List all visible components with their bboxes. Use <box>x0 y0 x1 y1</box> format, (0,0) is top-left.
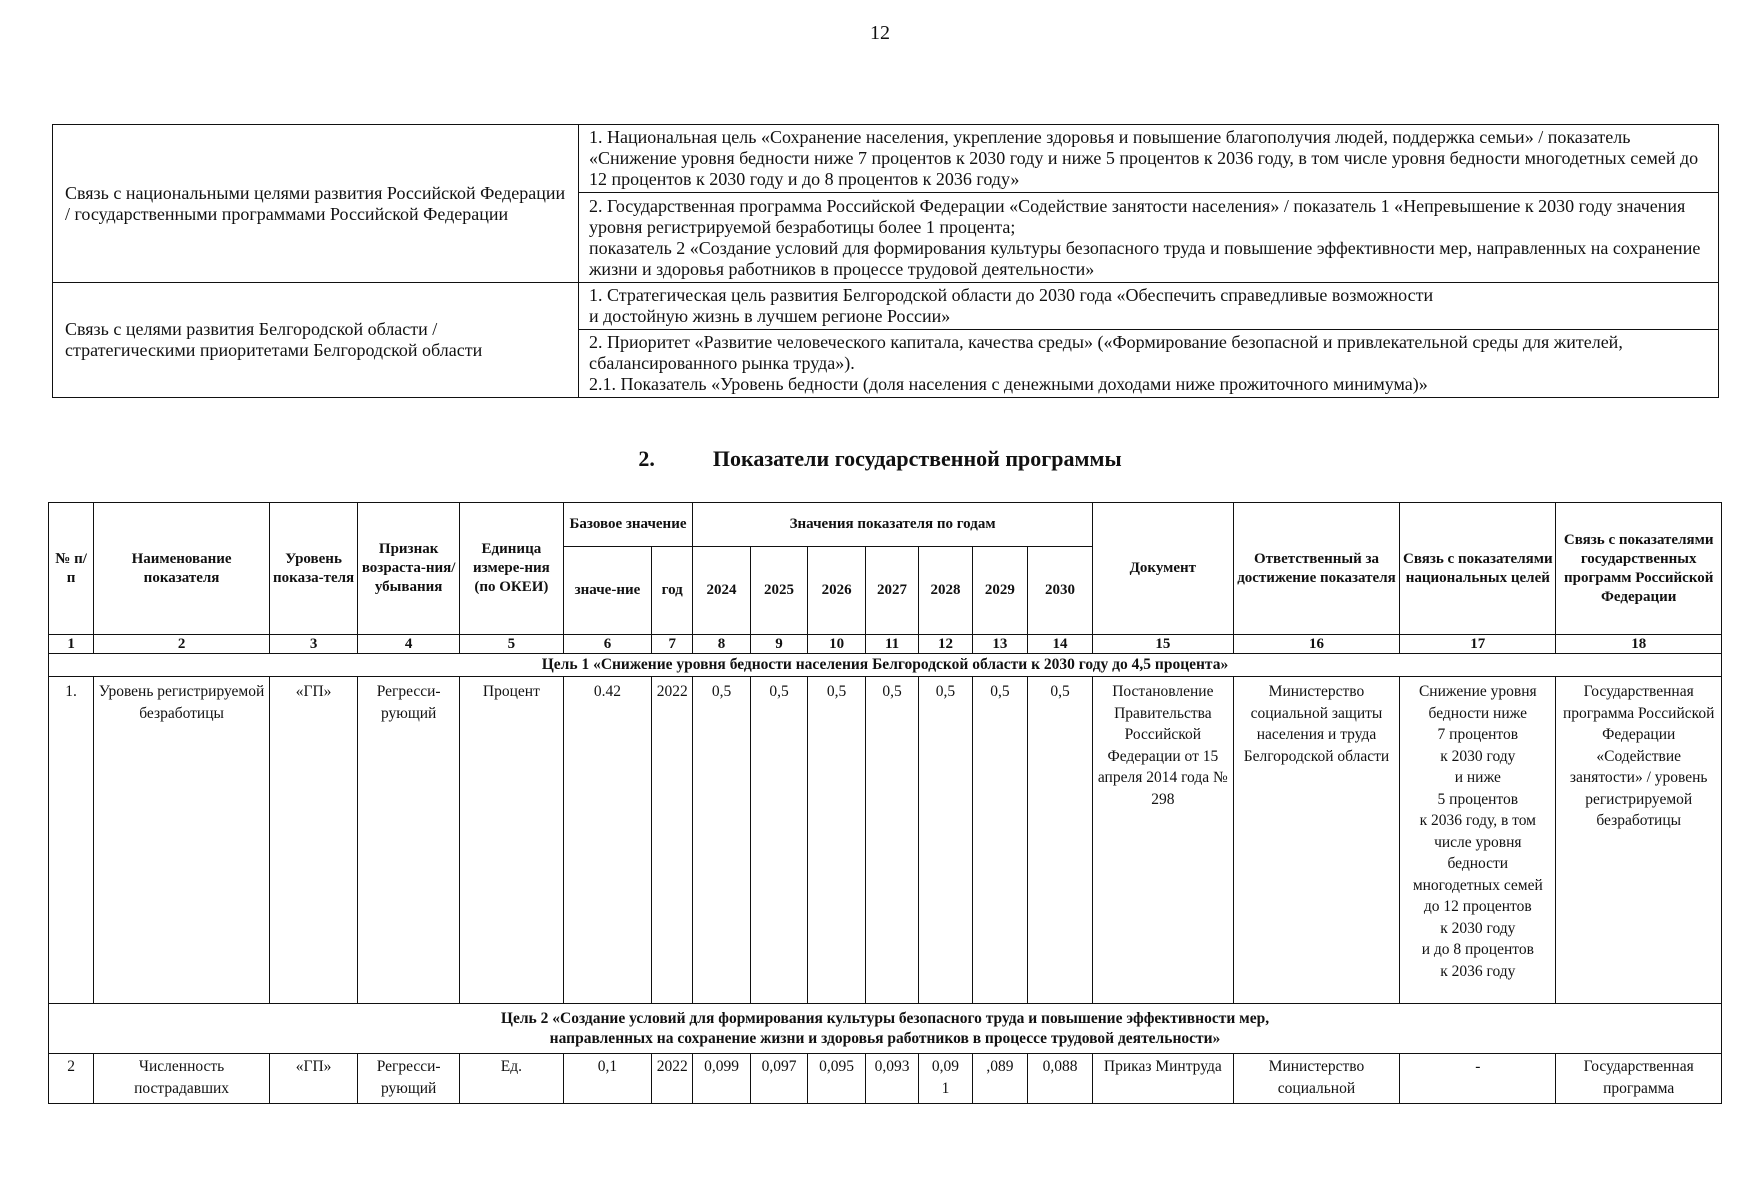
regional-priority-item: 2. Приоритет «Развитие человеческого капитала, качества среды» («Формирование безопасной и привлекательной среды для жителей, сбалансированного рынка труда»). 2.1. Показатель «Уровень бедности (доля населения с денежными доходами ниже прожиточного минимума)» <box>579 330 1719 398</box>
column-number: 11 <box>865 635 918 654</box>
column-number: 1 <box>49 635 94 654</box>
row2-value-2026: 0,095 <box>808 1054 866 1104</box>
header-national-link: Связь с показателями национальных целей <box>1400 503 1556 635</box>
row1-num: 1. <box>49 677 94 1004</box>
header-by-years: Значения показателя по годам <box>693 503 1093 547</box>
row1-trend: Регресси-рующий <box>358 677 460 1004</box>
column-number: 9 <box>750 635 808 654</box>
row1-unit: Процент <box>460 677 564 1004</box>
header-num: № п/п <box>49 503 94 635</box>
row1-value-2024: 0,5 <box>693 677 751 1004</box>
column-number: 7 <box>652 635 693 654</box>
header-year-2028: 2028 <box>919 547 972 635</box>
row1-value-2025: 0,5 <box>750 677 808 1004</box>
national-goal-item: 1. Национальная цель «Сохранение населения, укрепление здоровья и повышение благополучия людей, поддержка семьи» / показатель «Снижение уровня бедности ниже 7 процентов к 2030 году и ниже 5 процентов к 2036 году, в том числе уровня бедности многодетных семей до 12 процентов к 2030 году и до 8 процентов к 2036 году» <box>579 125 1719 193</box>
row1-value-2027: 0,5 <box>865 677 918 1004</box>
regional-goal-item: 1. Стратегическая цель развития Белгородской области до 2030 года «Обеспечить справедливые возможности и достойную жизнь в лучшем регионе России» <box>579 283 1719 330</box>
column-number: 6 <box>563 635 651 654</box>
column-number: 10 <box>808 635 866 654</box>
column-number: 16 <box>1233 635 1399 654</box>
row2-base-value: 0,1 <box>563 1054 651 1104</box>
row2-value-2027: 0,093 <box>865 1054 918 1104</box>
header-year-2024: 2024 <box>693 547 751 635</box>
row1-value-2030: 0,5 <box>1028 677 1093 1004</box>
header-year-2029: 2029 <box>972 547 1027 635</box>
row2-level: «ГП» <box>269 1054 357 1104</box>
header-trend: Признак возраста-ния/ убывания <box>358 503 460 635</box>
section-number: 2. <box>638 446 655 471</box>
state-program-item: 2. Государственная программа Российской Федерации «Содействие занятости населения» / показатель 1 «Непревышение к 2030 году значения уровня регистрируемой безработицы более 1 процента; показатель 2 «Создание условий для формирования культуры безопасного труда и повышение эффективности мер, направленных на сохранение жизни и здоровья работников в процессе трудовой деятельности» <box>579 193 1719 283</box>
column-number: 13 <box>972 635 1027 654</box>
header-base-value: значе-ние <box>563 547 651 635</box>
row1-value-2029: 0,5 <box>972 677 1027 1004</box>
column-number: 18 <box>1556 635 1722 654</box>
page-number: 12 <box>870 22 890 44</box>
row2-trend: Регресси-рующий <box>358 1054 460 1104</box>
row1-value-2026: 0,5 <box>808 677 866 1004</box>
column-number: 17 <box>1400 635 1556 654</box>
row2-responsible: Министерство социальной <box>1233 1054 1399 1104</box>
row1-value-2028: 0,5 <box>919 677 972 1004</box>
row2-num: 2 <box>49 1054 94 1104</box>
row2-name: Численность пострадавших <box>94 1054 270 1104</box>
row1-base-value: 0.42 <box>563 677 651 1004</box>
goal-2-row: Цель 2 «Создание условий для формирования культуры безопасного труда и повышение эффективности мер, направленных на сохранение жизни и здоровья работников в процессе трудовой деятельности» <box>49 1004 1722 1054</box>
section-heading <box>0 446 1760 472</box>
goal-1-row: Цель 1 «Снижение уровня бедности населения Белгородской области к 2030 году до 4,5 процента» <box>49 654 1722 677</box>
column-number: 15 <box>1092 635 1233 654</box>
row2-base-year: 2022 <box>652 1054 693 1104</box>
header-name: Наименование показателя <box>94 503 270 635</box>
header-year-2026: 2026 <box>808 547 866 635</box>
header-responsible: Ответственный за достижение показателя <box>1233 503 1399 635</box>
column-number: 8 <box>693 635 751 654</box>
row2-unit: Ед. <box>460 1054 564 1104</box>
row1-program-link: Государственная программа Российской Федерации «Содействие занятости» / уровень регистрируемой безработицы <box>1556 677 1722 1004</box>
row1-level: «ГП» <box>269 677 357 1004</box>
header-year-2030: 2030 <box>1028 547 1093 635</box>
header-document: Документ <box>1092 503 1233 635</box>
column-number: 2 <box>94 635 270 654</box>
column-number: 5 <box>460 635 564 654</box>
row2-value-2030: 0,088 <box>1028 1054 1093 1104</box>
row2-document: Приказ Минтруда <box>1092 1054 1233 1104</box>
header-program-link: Связь с показателями государственных программ Российской Федерации <box>1556 503 1722 635</box>
header-year-2027: 2027 <box>865 547 918 635</box>
column-number: 3 <box>269 635 357 654</box>
regional-goals-label: Связь с целями развития Белгородской области / стратегическими приоритетами Белгородской области <box>53 283 579 398</box>
header-level: Уровень показа-теля <box>269 503 357 635</box>
header-unit: Единица измере-ния (по ОКЕИ) <box>460 503 564 635</box>
row2-national-link: - <box>1400 1054 1556 1104</box>
row1-responsible: Министерство социальной защиты населения и труда Белгородской области <box>1233 677 1399 1004</box>
national-goals-label: Связь с национальными целями развития Российской Федерации / государственными программами Российской Федерации <box>53 125 579 283</box>
column-number: 4 <box>358 635 460 654</box>
section-title: Показатели государственной программы <box>712 446 1122 471</box>
header-year-2025: 2025 <box>750 547 808 635</box>
row1-document: Постановление Правительства Российской Федерации от 15 апреля 2014 года № 298 <box>1092 677 1233 1004</box>
column-number: 12 <box>919 635 972 654</box>
row2-value-2024: 0,099 <box>693 1054 751 1104</box>
row2-value-2025: 0,097 <box>750 1054 808 1104</box>
program-links-table <box>52 124 1719 398</box>
header-base-year: год <box>652 547 693 635</box>
row2-value-2029: ,089 <box>972 1054 1027 1104</box>
indicators-table <box>48 502 1722 1104</box>
row1-name: Уровень регистрируемой безработицы <box>94 677 270 1004</box>
row2-value-2028: 0,09 1 <box>919 1054 972 1104</box>
row1-national-link: Снижение уровня бедности ниже 7 процентов к 2030 году и ниже 5 процентов к 2036 году, в том числе уровня бедности многодетных семей до 12 процентов к 2030 году и до 8 процентов к 2036 году <box>1400 677 1556 1004</box>
column-number: 14 <box>1028 635 1093 654</box>
header-base: Базовое значение <box>563 503 692 547</box>
row1-base-year: 2022 <box>652 677 693 1004</box>
row2-program-link: Государственная программа <box>1556 1054 1722 1104</box>
